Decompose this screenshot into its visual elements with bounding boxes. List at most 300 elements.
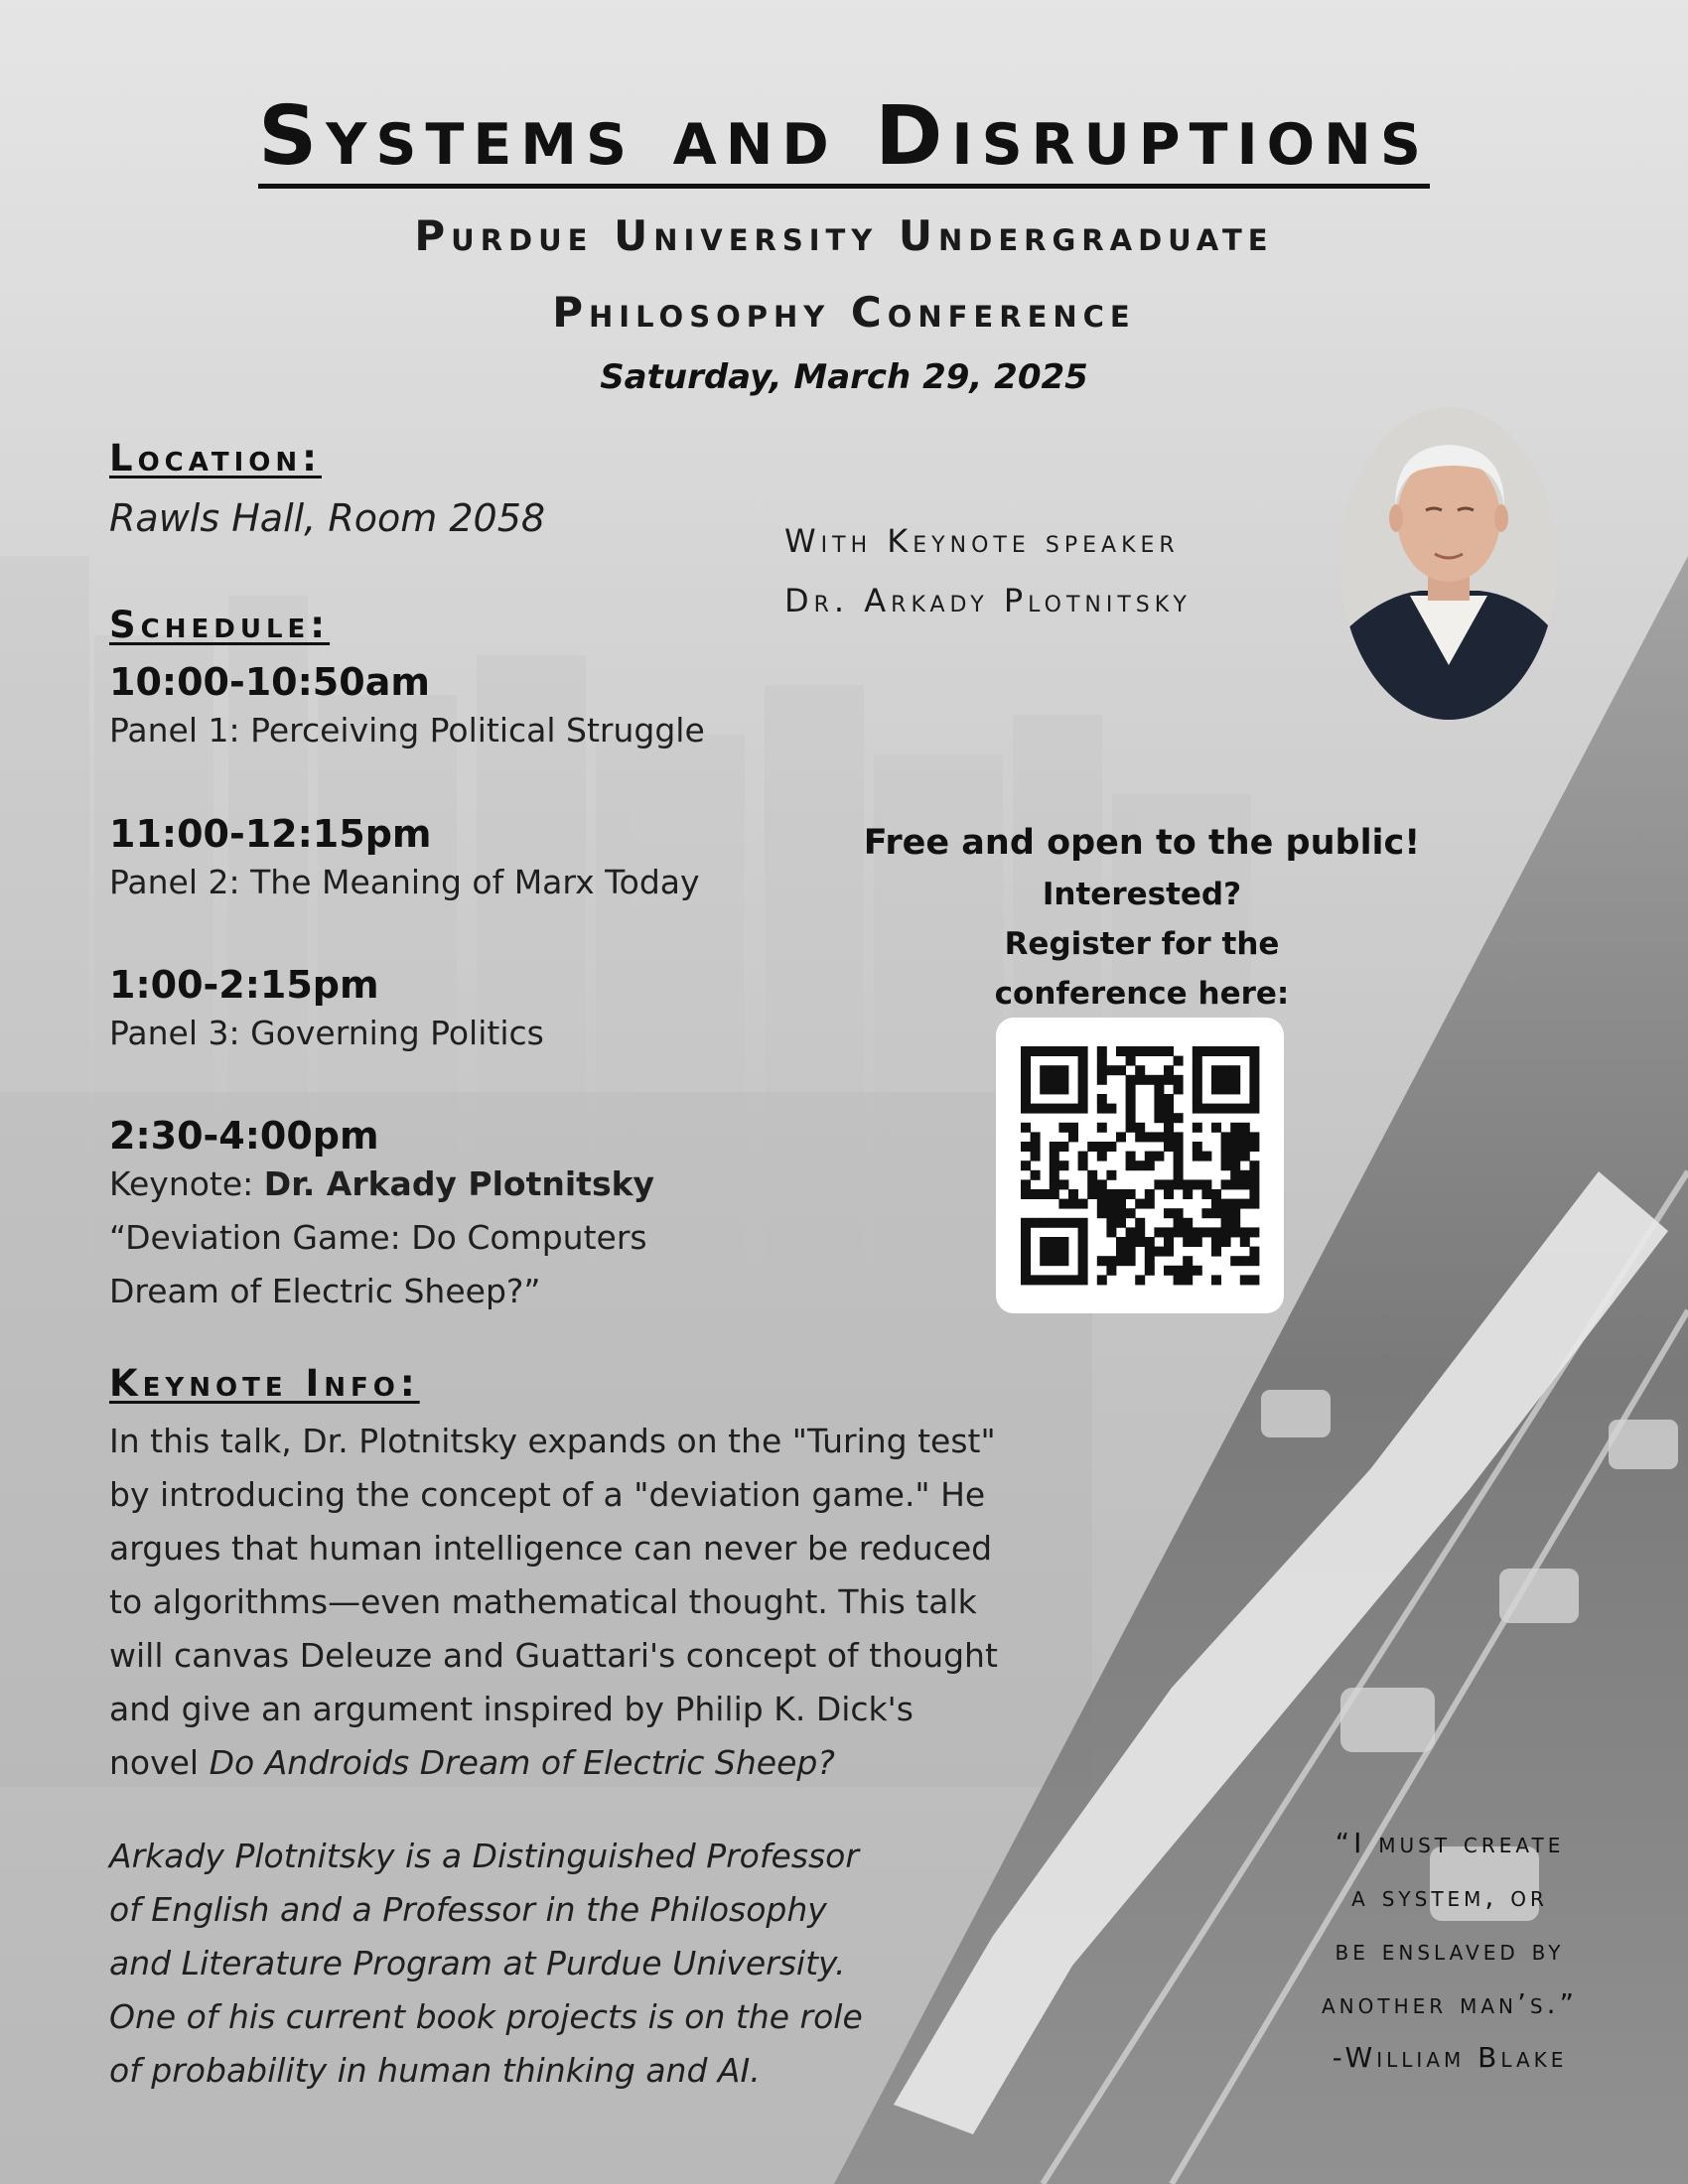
- qr-module: [1174, 1113, 1184, 1123]
- qr-module: [1164, 1104, 1174, 1114]
- qr-module: [1078, 1075, 1088, 1085]
- qr-module: [1058, 1075, 1068, 1085]
- qr-module: [1078, 1160, 1088, 1170]
- qr-module: [1135, 1075, 1145, 1085]
- qr-module: [1240, 1152, 1250, 1161]
- qr-module: [1249, 1189, 1259, 1199]
- qr-module: [1135, 1123, 1145, 1133]
- qr-module: [1145, 1046, 1155, 1056]
- qr-module: [1183, 1227, 1193, 1237]
- qr-module: [1097, 1065, 1107, 1075]
- schedule-item-desc: Panel 1: Perceiving Political Struggle: [109, 711, 705, 750]
- qr-module: [1230, 1132, 1240, 1142]
- qr-module: [1021, 1179, 1031, 1189]
- schedule-item-time: 10:00-10:50am: [109, 660, 430, 704]
- keynote-info-paragraph: [109, 1415, 1062, 1790]
- book-title: Do Androids Dream of Electric Sheep?: [209, 1743, 835, 1782]
- registration-line1: Interested?: [1042, 877, 1242, 912]
- qr-module: [1154, 1046, 1164, 1056]
- qr-module: [1174, 1179, 1184, 1189]
- qr-module: [1021, 1266, 1031, 1276]
- qr-module: [1106, 1218, 1116, 1228]
- qr-module: [1164, 1237, 1174, 1247]
- qr-module: [1097, 1199, 1107, 1209]
- registration-qr-code[interactable]: [996, 1018, 1284, 1313]
- qr-module: [1135, 1046, 1145, 1056]
- qr-module: [1135, 1160, 1145, 1170]
- qr-module: [1183, 1237, 1193, 1247]
- qr-module: [1183, 1189, 1193, 1199]
- qr-module: [1058, 1160, 1068, 1170]
- qr-module: [1040, 1247, 1050, 1257]
- qr-module: [1040, 1065, 1050, 1075]
- qr-module: [1097, 1094, 1107, 1104]
- qr-module: [1126, 1247, 1136, 1257]
- qr-module: [1135, 1132, 1145, 1142]
- qr-module: [1097, 1056, 1107, 1066]
- qr-module: [1058, 1142, 1068, 1152]
- qr-module: [1164, 1075, 1174, 1085]
- qr-module: [1021, 1104, 1031, 1114]
- qr-module: [1174, 1170, 1184, 1180]
- qr-module: [1126, 1056, 1136, 1066]
- qr-module: [1116, 1065, 1126, 1075]
- qr-module: [1249, 1075, 1259, 1085]
- qr-module: [1174, 1056, 1184, 1066]
- qr-module: [1249, 1104, 1259, 1114]
- qr-module: [1174, 1152, 1184, 1161]
- qr-module: [1040, 1084, 1050, 1094]
- qr-module: [1021, 1218, 1031, 1228]
- qr-module: [1211, 1227, 1221, 1237]
- qr-module: [1050, 1104, 1059, 1114]
- registration-block: [854, 816, 1430, 1019]
- qr-module: [1221, 1199, 1231, 1209]
- qr-module: [1050, 1189, 1059, 1199]
- qr-module: [1058, 1123, 1068, 1133]
- qr-module: [1068, 1104, 1078, 1114]
- qr-module: [1164, 1046, 1174, 1056]
- qr-module: [1078, 1104, 1088, 1114]
- qr-module: [1183, 1179, 1193, 1189]
- qr-module: [1021, 1227, 1031, 1237]
- qr-module: [1164, 1227, 1174, 1237]
- qr-module: [1040, 1046, 1050, 1056]
- qr-code-icon: [996, 1018, 1284, 1313]
- qr-module: [1230, 1179, 1240, 1189]
- title-text: Systems and Disruptions: [258, 94, 1430, 189]
- qr-module: [1097, 1075, 1107, 1085]
- keynote-title-line2: Dream of Electric Sheep?”: [109, 1272, 541, 1310]
- qr-module: [1126, 1237, 1136, 1247]
- qr-module: [1221, 1075, 1231, 1085]
- qr-module: [1174, 1218, 1184, 1228]
- schedule-item-desc: [109, 1158, 654, 1211]
- speaker-photo: [1340, 407, 1557, 720]
- qr-module: [1240, 1256, 1250, 1266]
- qr-module: [1078, 1056, 1088, 1066]
- qr-module: [1058, 1065, 1068, 1075]
- qr-module: [1211, 1208, 1221, 1218]
- qr-module: [1240, 1132, 1250, 1142]
- qr-module: [1021, 1065, 1031, 1075]
- qr-module: [1078, 1218, 1088, 1228]
- qr-module: [1031, 1132, 1041, 1142]
- qr-module: [1050, 1075, 1059, 1085]
- qr-module: [1211, 1104, 1221, 1114]
- qr-module: [1058, 1046, 1068, 1056]
- qr-module: [1193, 1227, 1202, 1237]
- qr-module: [1126, 1046, 1136, 1056]
- qr-module: [1106, 1065, 1116, 1075]
- qr-module: [1193, 1065, 1202, 1075]
- qr-module: [1106, 1256, 1116, 1266]
- qr-module: [1087, 1142, 1097, 1152]
- qr-module: [1068, 1218, 1078, 1228]
- schedule-item-time: 1:00-2:15pm: [109, 963, 379, 1007]
- qr-module: [1193, 1123, 1202, 1133]
- subtitle-line-2: Philosophy Conference: [552, 288, 1136, 337]
- qr-module: [1249, 1199, 1259, 1209]
- qr-module: [1145, 1160, 1155, 1170]
- qr-module: [1116, 1208, 1126, 1218]
- qr-module: [1240, 1199, 1250, 1209]
- qr-module: [1183, 1256, 1193, 1266]
- qr-module: [1249, 1170, 1259, 1180]
- qr-module: [1230, 1227, 1240, 1237]
- qr-module: [1126, 1256, 1136, 1266]
- qr-module: [1031, 1046, 1041, 1056]
- qr-module: [1116, 1199, 1126, 1209]
- quote-line: a system, or: [1351, 1880, 1548, 1913]
- qr-module: [1087, 1189, 1097, 1199]
- qr-module: [1068, 1199, 1078, 1209]
- qr-module: [1230, 1218, 1240, 1228]
- qr-module: [1174, 1160, 1184, 1170]
- keynote-info-line: will canvas Deleuze and Guattari's concept of thought: [109, 1636, 998, 1675]
- qr-module: [1249, 1084, 1259, 1094]
- qr-module: [1116, 1189, 1126, 1199]
- bio-line: Arkady Plotnitsky is a Distinguished Professor: [109, 1837, 859, 1875]
- qr-module: [1050, 1065, 1059, 1075]
- qr-module: [1193, 1152, 1202, 1161]
- qr-module: [1050, 1084, 1059, 1094]
- qr-module: [1078, 1046, 1088, 1056]
- qr-module: [1058, 1104, 1068, 1114]
- qr-module: [1116, 1247, 1126, 1257]
- qr-module: [1106, 1208, 1116, 1218]
- qr-module: [1174, 1227, 1184, 1237]
- qr-module: [1145, 1199, 1155, 1209]
- qr-module: [1230, 1142, 1240, 1152]
- keynote-info-line: [109, 1736, 1062, 1790]
- bio-line: One of his current book projects is on the role: [109, 1997, 863, 2036]
- qr-module: [1135, 1218, 1145, 1228]
- schedule-heading: Schedule:: [109, 604, 331, 646]
- subtitle-line-1: Purdue University Undergraduate: [414, 211, 1274, 260]
- keynote-info-line: to algorithms—even mathematical thought. This talk: [109, 1582, 977, 1621]
- qr-module: [1097, 1142, 1107, 1152]
- qr-module: [1230, 1084, 1240, 1094]
- qr-module: [1164, 1208, 1174, 1218]
- qr-module: [1097, 1189, 1107, 1199]
- qr-module: [1126, 1113, 1136, 1123]
- qr-module: [1058, 1199, 1068, 1209]
- qr-module: [1050, 1160, 1059, 1170]
- qr-module: [1021, 1094, 1031, 1104]
- qr-module: [1021, 1056, 1031, 1066]
- qr-module: [1164, 1179, 1174, 1189]
- qr-module: [1078, 1247, 1088, 1257]
- qr-module: [1021, 1247, 1031, 1257]
- qr-module: [1230, 1208, 1240, 1218]
- qr-module: [1240, 1275, 1250, 1285]
- qr-module: [1174, 1084, 1184, 1094]
- qr-module: [1221, 1132, 1231, 1142]
- qr-module: [1211, 1275, 1221, 1285]
- qr-module: [1240, 1046, 1250, 1056]
- qr-module: [1021, 1084, 1031, 1094]
- qr-module: [1078, 1152, 1088, 1161]
- qr-module: [1040, 1189, 1050, 1199]
- qr-module: [1211, 1247, 1221, 1257]
- qr-module: [1221, 1160, 1231, 1170]
- qr-module: [1211, 1065, 1221, 1075]
- qr-module: [1230, 1065, 1240, 1075]
- qr-module: [1249, 1142, 1259, 1152]
- qr-module: [1097, 1208, 1107, 1218]
- qr-module: [1221, 1084, 1231, 1094]
- speaker-portrait-icon: [1340, 407, 1557, 720]
- qr-module: [1126, 1084, 1136, 1094]
- qr-module: [1135, 1065, 1145, 1075]
- qr-module: [1249, 1256, 1259, 1266]
- qr-module: [1031, 1275, 1041, 1285]
- qr-module: [1031, 1189, 1041, 1199]
- location-value: Rawls Hall, Room 2058: [109, 496, 546, 540]
- qr-module: [1230, 1199, 1240, 1209]
- qr-module: [1040, 1075, 1050, 1085]
- schedule-item-time: 11:00-12:15pm: [109, 812, 432, 856]
- quote-line: “I must create: [1335, 1827, 1565, 1859]
- qr-module: [1240, 1123, 1250, 1133]
- qr-module: [1221, 1208, 1231, 1218]
- qr-module: [1183, 1275, 1193, 1285]
- qr-module: [1126, 1152, 1136, 1161]
- qr-module: [1211, 1046, 1221, 1056]
- qr-module: [1021, 1275, 1031, 1285]
- qr-module: [1058, 1179, 1068, 1189]
- speaker-bio: [109, 1830, 983, 2098]
- qr-module: [1154, 1084, 1164, 1094]
- quote-line: another man’s.”: [1322, 1987, 1578, 2020]
- qr-module: [1135, 1227, 1145, 1237]
- qr-module: [1164, 1247, 1174, 1257]
- qr-module: [1154, 1179, 1164, 1189]
- qr-module: [1106, 1189, 1116, 1199]
- qr-module: [1126, 1227, 1136, 1237]
- keynote-info-heading: Keynote Info:: [109, 1362, 420, 1405]
- schedule-item-2: [109, 812, 700, 909]
- qr-module: [1021, 1075, 1031, 1085]
- qr-module: [1240, 1170, 1250, 1180]
- qr-module: [1193, 1179, 1202, 1189]
- qr-module: [1174, 1266, 1184, 1276]
- qr-module: [1201, 1227, 1211, 1237]
- qr-module: [1087, 1179, 1097, 1189]
- qr-module: [1221, 1152, 1231, 1161]
- qr-module: [1154, 1227, 1164, 1237]
- qr-module: [1201, 1046, 1211, 1056]
- qr-module: [1145, 1237, 1155, 1247]
- qr-module: [1050, 1179, 1059, 1189]
- qr-module: [1050, 1170, 1059, 1180]
- keynote-speaker-bold: Dr. Arkady Plotnitsky: [263, 1164, 655, 1203]
- qr-module: [1154, 1075, 1164, 1085]
- schedule-item-desc: Panel 2: The Meaning of Marx Today: [109, 863, 700, 901]
- blake-quote: [1221, 1817, 1678, 2085]
- qr-module: [1050, 1256, 1059, 1266]
- qr-module: [1145, 1256, 1155, 1266]
- qr-module: [1221, 1218, 1231, 1228]
- qr-module: [1249, 1160, 1259, 1170]
- qr-module: [1211, 1199, 1221, 1209]
- keynote-info-line: by introducing the concept of a "deviation game." He: [109, 1475, 986, 1514]
- qr-module: [1040, 1104, 1050, 1114]
- qr-module: [1164, 1142, 1174, 1152]
- qr-module: [1058, 1218, 1068, 1228]
- qr-module: [1040, 1275, 1050, 1285]
- qr-module: [1126, 1189, 1136, 1199]
- qr-module: [1201, 1152, 1211, 1161]
- qr-module: [1164, 1266, 1174, 1276]
- qr-module: [1078, 1094, 1088, 1104]
- qr-module: [1145, 1247, 1155, 1257]
- qr-module: [1249, 1065, 1259, 1075]
- qr-module: [1021, 1256, 1031, 1266]
- keynote-info-line: argues that human intelligence can never be reduced: [109, 1529, 993, 1568]
- qr-module: [1221, 1104, 1231, 1114]
- qr-module: [1126, 1208, 1136, 1218]
- qr-module: [1116, 1046, 1126, 1056]
- qr-module: [1078, 1199, 1088, 1209]
- qr-module: [1174, 1208, 1184, 1218]
- qr-module: [1116, 1218, 1126, 1228]
- qr-module: [1193, 1142, 1202, 1152]
- qr-module: [1145, 1189, 1155, 1199]
- qr-module: [1211, 1123, 1221, 1133]
- schedule-item-time: 2:30-4:00pm: [109, 1114, 379, 1158]
- qr-module: [1097, 1152, 1107, 1161]
- qr-module: [1126, 1104, 1136, 1114]
- qr-module: [1097, 1123, 1107, 1133]
- registration-line3: conference here:: [994, 976, 1290, 1012]
- qr-module: [1050, 1142, 1059, 1152]
- qr-module: [1249, 1247, 1259, 1257]
- keynote-title-line1: “Deviation Game: Do Computers: [109, 1218, 647, 1257]
- qr-module: [1221, 1227, 1231, 1237]
- qr-module: [1249, 1132, 1259, 1142]
- qr-module: [1126, 1123, 1136, 1133]
- qr-module: [1174, 1275, 1184, 1285]
- schedule-item-3: [109, 963, 544, 1060]
- qr-module: [1221, 1237, 1231, 1247]
- keynote-info-line: In this talk, Dr. Plotnitsky expands on the "Turing test": [109, 1422, 996, 1460]
- event-date: Saturday, March 29, 2025: [600, 357, 1088, 397]
- qr-module: [1106, 1104, 1116, 1114]
- qr-module: [1087, 1170, 1097, 1180]
- qr-module: [1211, 1075, 1221, 1085]
- qr-module: [1230, 1256, 1240, 1266]
- qr-module: [1097, 1104, 1107, 1114]
- schedule-item-desc: Panel 3: Governing Politics: [109, 1014, 544, 1052]
- qr-module: [1221, 1179, 1231, 1189]
- quote-line: be enslaved by: [1335, 1934, 1565, 1967]
- qr-module: [1145, 1075, 1155, 1085]
- qr-module: [1021, 1046, 1031, 1056]
- qr-module: [1078, 1275, 1088, 1285]
- qr-module: [1249, 1094, 1259, 1104]
- qr-module: [1116, 1132, 1126, 1142]
- qr-module: [1154, 1132, 1164, 1142]
- free-public-text: Free and open to the public!: [863, 823, 1421, 863]
- qr-module: [1078, 1065, 1088, 1075]
- bio-line: and Literature Program at Purdue University.: [109, 1944, 846, 1982]
- qr-module: [1106, 1170, 1116, 1180]
- qr-module: [1154, 1247, 1164, 1257]
- qr-module: [1126, 1094, 1136, 1104]
- qr-module: [1050, 1046, 1059, 1056]
- qr-module: [1097, 1256, 1107, 1266]
- qr-module: [1126, 1075, 1136, 1085]
- qr-module: [1068, 1132, 1078, 1142]
- qr-module: [1068, 1046, 1078, 1056]
- qr-module: [1249, 1227, 1259, 1237]
- qr-module: [1068, 1123, 1078, 1133]
- page-title: [0, 89, 1688, 189]
- qr-module: [1193, 1056, 1202, 1066]
- qr-module: [1078, 1227, 1088, 1237]
- qr-module: [1193, 1046, 1202, 1056]
- qr-module: [1106, 1227, 1116, 1237]
- qr-module: [1221, 1046, 1231, 1056]
- qr-module: [1193, 1266, 1202, 1276]
- qr-module: [1230, 1046, 1240, 1056]
- qr-module: [1031, 1218, 1041, 1228]
- qr-module: [1040, 1256, 1050, 1266]
- qr-module: [1106, 1266, 1116, 1276]
- qr-module: [1193, 1104, 1202, 1114]
- bio-line: of English and a Professor in the Philosophy: [109, 1890, 827, 1929]
- qr-module: [1154, 1113, 1164, 1123]
- qr-module: [1164, 1189, 1174, 1199]
- qr-module: [1040, 1218, 1050, 1228]
- qr-module: [1230, 1160, 1240, 1170]
- qr-module: [1097, 1275, 1107, 1285]
- qr-module: [1135, 1237, 1145, 1247]
- qr-module: [1240, 1227, 1250, 1237]
- keynote-info-line: and give an argument inspired by Philip K. Dick's: [109, 1690, 914, 1728]
- qr-module: [1230, 1075, 1240, 1085]
- qr-module: [1145, 1266, 1155, 1276]
- qr-module: [1230, 1104, 1240, 1114]
- qr-module: [1201, 1208, 1211, 1218]
- qr-module: [1078, 1256, 1088, 1266]
- qr-module: [1050, 1247, 1059, 1257]
- qr-module: [1058, 1247, 1068, 1257]
- qr-module: [1050, 1237, 1059, 1247]
- qr-module: [1068, 1189, 1078, 1199]
